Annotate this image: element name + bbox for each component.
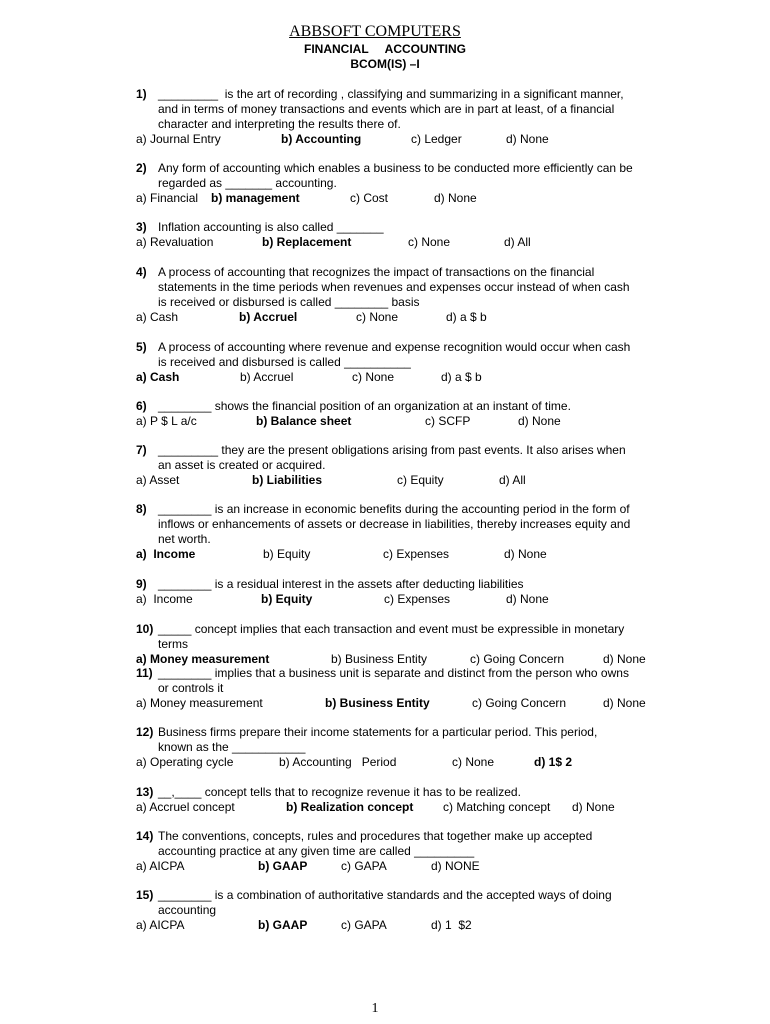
answer-option: a) Income — [136, 592, 193, 606]
answer-options — [136, 859, 666, 874]
answer-options — [136, 547, 666, 562]
question-text-continued: character and interpreting the results there of. — [158, 117, 401, 131]
answer-option: c) GAPA — [341, 859, 387, 873]
question-text-continued: accounting — [158, 903, 217, 917]
question-text-continued: net worth. — [158, 532, 211, 546]
question-text-line — [136, 829, 666, 844]
answer-option-correct: b) GAAP — [258, 859, 308, 873]
answer-option-correct: a) Cash — [136, 370, 180, 384]
question-13 — [136, 785, 666, 815]
answer-options — [136, 310, 666, 325]
answer-option: c) Ledger — [411, 132, 462, 146]
question-text: A process of accounting where revenue and expense recognition would occur when cash — [158, 340, 631, 354]
question-11 — [136, 666, 666, 711]
answer-option: d) None — [506, 132, 549, 146]
answer-option: a) Cash — [136, 310, 179, 324]
answer-option: d) NONE — [431, 859, 480, 873]
answer-option: c) None — [408, 235, 451, 249]
question-number: 12) — [136, 725, 154, 739]
question-9 — [136, 577, 666, 607]
question-8 — [136, 502, 666, 562]
question-text-line — [136, 399, 666, 414]
question-text: _________ they are the present obligations arising from past events. It also arises when — [158, 443, 626, 457]
question-text: A process of accounting that recognizes the impact of transactions on the financial — [158, 265, 595, 279]
question-text-continued: regarded as _______ accounting. — [158, 176, 337, 190]
question-text: ________ implies that a business unit is separate and distinct from the person who owns — [158, 666, 629, 680]
answer-option: d) None — [572, 800, 615, 814]
answer-option: d) All — [504, 235, 531, 249]
question-text-continued: an asset is created or acquired. — [158, 458, 326, 472]
answer-option: a) Asset — [136, 473, 180, 487]
answer-option: d) None — [506, 592, 549, 606]
question-text: ________ is an increase in economic benefits during the accounting period in the form of — [158, 502, 630, 516]
answer-option: a) AICPA — [136, 918, 185, 932]
question-text-line — [136, 666, 666, 681]
page-number: 1 — [371, 1001, 379, 1016]
question-number: 1) — [136, 87, 147, 101]
question-text-continued: accounting practice at any given time are called _________ — [158, 844, 475, 858]
answer-option: b) Business Entity — [331, 652, 428, 666]
question-text: __,____ concept tells that to recognize revenue it has to be realized. — [158, 785, 521, 799]
document-title: ABBSOFT COMPUTERS — [289, 23, 461, 40]
answer-option: d) None — [434, 191, 477, 205]
question-10 — [136, 622, 666, 667]
question-text-line — [136, 502, 666, 517]
answer-option: b) Accounting Period — [279, 755, 397, 769]
question-6 — [136, 399, 666, 429]
question-text: The conventions, concepts, rules and procedures that together make up accepted — [158, 829, 593, 843]
question-14 — [136, 829, 666, 874]
question-7 — [136, 443, 666, 488]
question-number: 9) — [136, 577, 147, 591]
answer-option: a) Journal Entry — [136, 132, 221, 146]
question-text-line — [136, 87, 666, 102]
answer-option-correct: b) Liabilities — [252, 473, 323, 487]
answer-option: a) Money measurement — [136, 696, 263, 710]
question-2 — [136, 161, 666, 206]
answer-options — [136, 473, 666, 488]
answer-option-correct: b) management — [211, 191, 300, 205]
answer-option-correct: b) Accruel — [239, 310, 298, 324]
answer-option: c) Equity — [397, 473, 444, 487]
answer-option: c) None — [452, 755, 495, 769]
question-number: 4) — [136, 265, 147, 279]
answer-option: c) SCFP — [425, 414, 471, 428]
answer-option: c) None — [356, 310, 399, 324]
answer-options — [136, 755, 666, 770]
question-text-line — [136, 443, 666, 458]
question-15 — [136, 888, 666, 933]
question-text-line — [136, 785, 666, 800]
question-text: _____ concept implies that each transaction and event must be expressible in monetary — [158, 622, 625, 636]
answer-option: d) 1 $2 — [431, 918, 472, 932]
question-text-line — [136, 622, 666, 637]
answer-options — [136, 696, 666, 711]
question-number: 3) — [136, 220, 147, 234]
answer-option-correct: b) GAAP — [258, 918, 308, 932]
answer-option-correct: a) Income — [136, 547, 196, 561]
question-4 — [136, 265, 666, 325]
answer-option: c) Expenses — [383, 547, 450, 561]
question-text: ________ is a residual interest in the assets after deducting liabilities — [158, 577, 524, 591]
question-number: 5) — [136, 340, 147, 354]
answer-option: d) All — [499, 473, 526, 487]
answer-options — [136, 652, 666, 667]
question-5 — [136, 340, 666, 385]
answer-option: c) Expenses — [384, 592, 451, 606]
answer-option-correct: b) Balance sheet — [256, 414, 352, 428]
answer-option: d) None — [603, 696, 646, 710]
question-number: 11) — [136, 666, 153, 680]
question-number: 14) — [136, 829, 154, 843]
question-text-continued: and in terms of money transactions and events which are in part at least, of a financial — [158, 102, 615, 116]
answer-options — [136, 132, 666, 147]
answer-option: d) None — [603, 652, 646, 666]
answer-option-correct: b) Business Entity — [325, 696, 430, 710]
answer-options — [136, 370, 666, 385]
subject-heading: FINANCIAL ACCOUNTING — [304, 42, 466, 56]
answer-option: c) None — [352, 370, 395, 384]
question-text-continued: or controls it — [158, 681, 224, 695]
answer-option: c) Going Concern — [470, 652, 565, 666]
answer-options — [136, 800, 666, 815]
answer-option: a) Financial — [136, 191, 199, 205]
question-number: 8) — [136, 502, 147, 516]
question-text-line — [136, 220, 666, 235]
question-text: Business firms prepare their income statements for a particular period. This period, — [158, 725, 598, 739]
question-number: 6) — [136, 399, 147, 413]
answer-option-correct: b) Accounting — [281, 132, 362, 146]
answer-options — [136, 414, 666, 429]
question-text-continued: inflows or enhancements of assets or decrease in liabilities, thereby increases equity and — [158, 517, 631, 531]
answer-option: d) a $ b — [446, 310, 487, 324]
question-text: ________ shows the financial position of an organization at an instant of time. — [158, 399, 571, 413]
answer-option-correct: b) Equity — [261, 592, 313, 606]
question-text: Any form of accounting which enables a business to be conducted more efficiently can be — [158, 161, 633, 175]
answer-option: c) Going Concern — [472, 696, 567, 710]
answer-option: c) Cost — [350, 191, 389, 205]
answer-option: d) a $ b — [441, 370, 482, 384]
answer-option-correct: d) 1$ 2 — [534, 755, 573, 769]
answer-options — [136, 235, 666, 250]
answer-option: a) Operating cycle — [136, 755, 234, 769]
course-heading: BCOM(IS) –I — [350, 57, 420, 71]
question-number: 2) — [136, 161, 147, 175]
question-text: ________ is a combination of authoritative standards and the accepted ways of doing — [158, 888, 612, 902]
answer-option: c) GAPA — [341, 918, 387, 932]
answer-option-correct: b) Realization concept — [286, 800, 414, 814]
question-12 — [136, 725, 666, 770]
question-number: 15) — [136, 888, 154, 902]
question-text: _________ is the art of recording , classifying and summarizing in a significant manner, — [158, 87, 624, 101]
question-text-continued: is received or disbursed is called ________ basis — [158, 295, 420, 309]
answer-option: a) Accruel concept — [136, 800, 235, 814]
question-number: 10) — [136, 622, 154, 636]
question-1 — [136, 87, 666, 147]
answer-option-correct: a) Money measurement — [136, 652, 270, 666]
question-text-line — [136, 725, 666, 740]
answer-option: d) None — [518, 414, 561, 428]
question-text-continued: known as the ___________ — [158, 740, 306, 754]
answer-option: d) None — [504, 547, 547, 561]
question-text-line — [136, 340, 666, 355]
question-text-continued: is received and disbursed is called __________ — [158, 355, 411, 369]
question-text: Inflation accounting is also called _______ — [158, 220, 384, 234]
answer-option: a) P $ L a/c — [136, 414, 197, 428]
answer-option-correct: b) Replacement — [262, 235, 352, 249]
answer-option: a) Revaluation — [136, 235, 214, 249]
question-text-line — [136, 577, 666, 592]
question-3 — [136, 220, 666, 250]
answer-option: b) Equity — [263, 547, 311, 561]
question-number: 13) — [136, 785, 154, 799]
question-text-continued: terms — [158, 637, 188, 651]
question-number: 7) — [136, 443, 147, 457]
question-text-continued: statements in the time periods when revenues and expenses occur instead of when cash — [158, 280, 630, 294]
answer-options — [136, 918, 666, 933]
question-text-line — [136, 161, 666, 176]
answer-option: b) Accruel — [240, 370, 294, 384]
answer-option: a) AICPA — [136, 859, 185, 873]
answer-options — [136, 191, 666, 206]
question-text-line — [136, 265, 666, 280]
question-text-line — [136, 888, 666, 903]
answer-options — [136, 592, 666, 607]
answer-option: c) Matching concept — [443, 800, 551, 814]
